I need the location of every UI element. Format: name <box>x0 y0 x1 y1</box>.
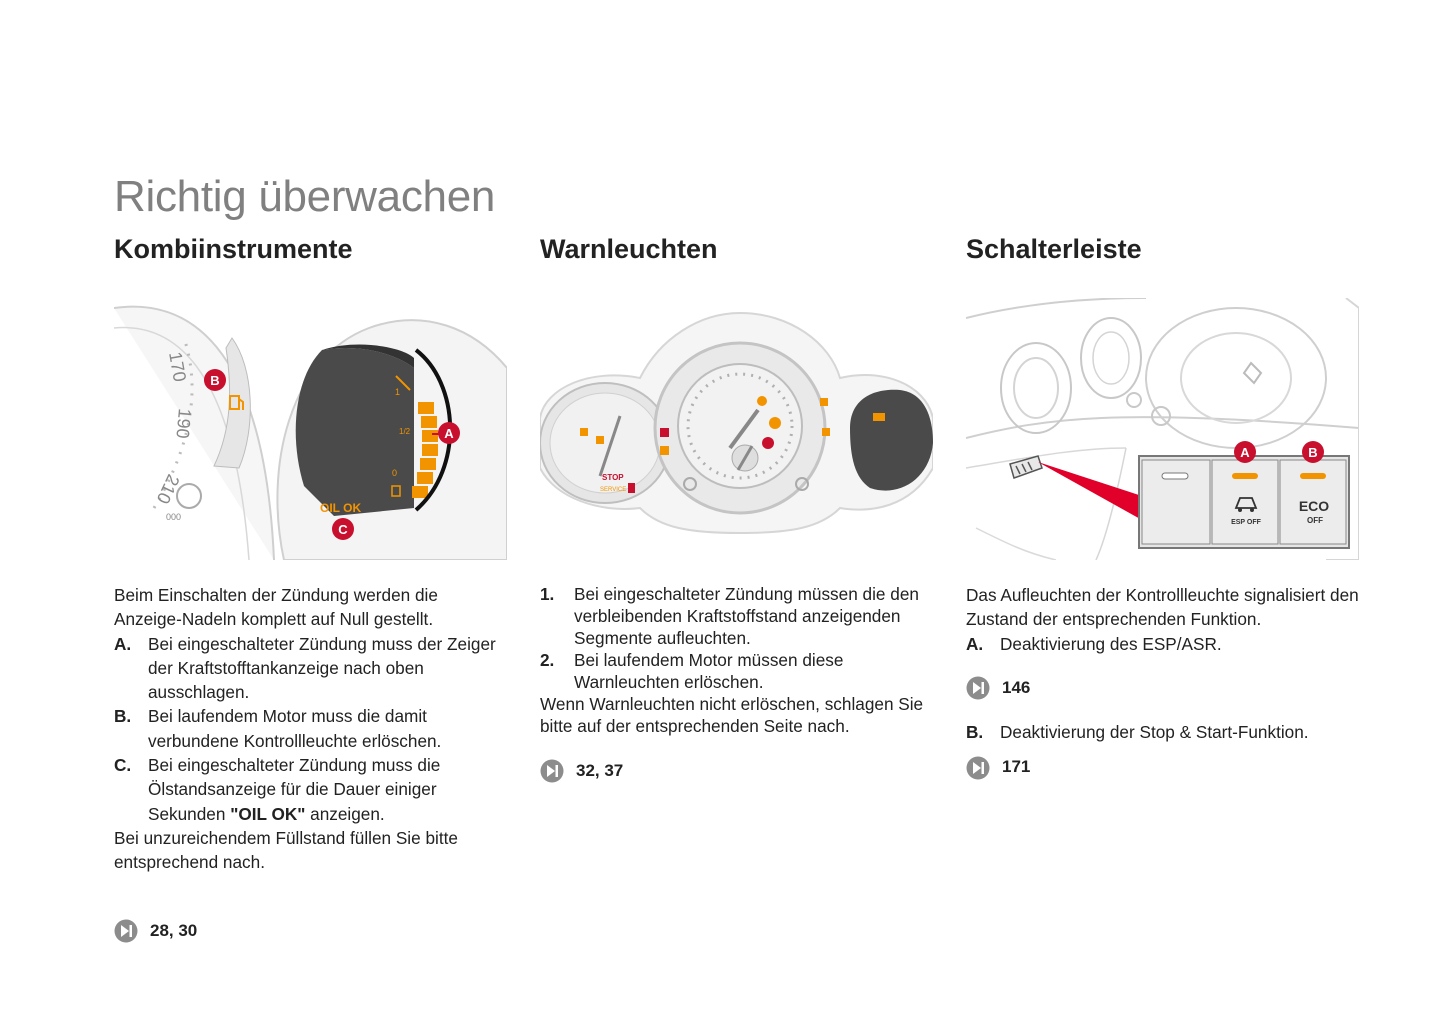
section-schalterleiste <box>966 228 1361 780</box>
page-reference[interactable] <box>966 755 1361 779</box>
svg-text:C: C <box>338 522 348 537</box>
list-item-label: A. <box>114 633 132 654</box>
list-item-label: A. <box>966 633 984 654</box>
list-item <box>540 583 935 649</box>
intro-text: Das Aufleuchten der Kontrollleuchte signalisiert den Zustand der entsprechenden Funktion. <box>966 585 1359 630</box>
list-item <box>966 720 1361 744</box>
callout-b <box>1302 441 1324 463</box>
list-item-label: 2. <box>540 650 555 670</box>
list-item-text: Bei laufendem Motor muss die damit verbundene Kontrollleuchte erlöschen. <box>148 706 442 751</box>
section-kombiinstrumente <box>114 228 509 943</box>
outro-text: Bei unzureichendem Füllstand füllen Sie bitte entsprechend nach. <box>114 827 458 873</box>
list-item-label: C. <box>114 755 132 776</box>
list-item-text <box>148 753 509 826</box>
section-text <box>966 583 1361 780</box>
callout-b <box>204 369 226 391</box>
instrument-cluster <box>540 313 933 533</box>
list-item-text: Bei eingeschalteter Zündung muss der Zeiger der Kraftstofftankanzeige nach oben ausschlagen. <box>148 633 496 703</box>
switch-panel <box>1139 456 1349 548</box>
list-item-label: B. <box>966 722 984 743</box>
list-item <box>114 632 509 705</box>
svg-text:A: A <box>1240 445 1250 460</box>
list-item-label: B. <box>114 706 132 727</box>
fuel-mark-empty: 0 <box>392 468 398 478</box>
speedometer-dial <box>114 307 274 560</box>
section-warnleuchten <box>540 228 935 783</box>
next-page-icon <box>966 756 990 780</box>
next-page-icon <box>114 919 138 943</box>
svg-text:A: A <box>444 426 454 441</box>
list-item-text: Bei laufendem Motor müssen diese Warnleuchten erlöschen. <box>574 650 844 692</box>
callout-a <box>1234 441 1256 463</box>
svg-text:170: 170 <box>165 350 190 384</box>
intro-text: Beim Einschalten der Zündung werden die Anzeige-Nadeln komplett auf Null gestellt. <box>114 585 438 630</box>
page-title: Richtig überwachen <box>114 172 496 221</box>
list-item <box>966 632 1361 656</box>
esp-off-switch <box>1212 460 1278 544</box>
stop-label: STOP <box>602 473 624 482</box>
section-text <box>540 583 935 783</box>
list-item-label: 1. <box>540 584 555 604</box>
page-reference[interactable] <box>540 759 935 783</box>
section-heading: Schalterleiste <box>966 234 1142 264</box>
eco-off-label: OFF <box>1307 516 1323 525</box>
page-reference-text: 171 <box>1002 757 1031 777</box>
fuel-mark-half: 1/2 <box>399 427 411 436</box>
warning-lights-figure <box>540 298 933 560</box>
switch-panel-figure <box>966 298 1359 560</box>
svg-text:B: B <box>210 373 220 388</box>
service-label: SERVICE <box>600 487 627 493</box>
page-reference-text: 28, 30 <box>150 920 198 940</box>
callout-c <box>332 518 354 540</box>
eco-label: ECO <box>1298 498 1330 514</box>
list-item <box>540 649 935 693</box>
next-page-icon <box>966 676 990 700</box>
blank-switch <box>1142 460 1210 544</box>
list-item <box>114 753 509 826</box>
list-item-text: Deaktivierung der Stop & Start-Funktion. <box>1000 722 1309 743</box>
list-item <box>114 704 509 753</box>
list-item-text-before: Bei eingeschalteter Zündung muss die Ölstandsanzeige für die Dauer einiger Sekunden <box>148 755 441 824</box>
page-reference[interactable] <box>966 676 1361 700</box>
section-heading: Kombiinstrumente <box>114 234 353 264</box>
list-item-text: Deaktivierung des ESP/ASR. <box>1000 633 1222 654</box>
outro-text: Wenn Warnleuchten nicht erlöschen, schlagen Sie bitte auf der entsprechenden Seite nach. <box>540 694 924 736</box>
odometer-digits: 000 <box>166 512 182 522</box>
fuel-mark-full: 1 <box>395 387 401 397</box>
oil-ok-label: OIL OK <box>320 501 362 515</box>
page-reference[interactable] <box>114 919 509 943</box>
list-item-text-after: anzeigen. <box>305 803 385 824</box>
page-reference-text: 32, 37 <box>576 761 624 780</box>
esp-off-label: ESP OFF <box>1231 519 1261 526</box>
svg-text:210: 210 <box>152 471 184 507</box>
instrument-cluster-figure <box>114 298 507 560</box>
page-reference-text: 146 <box>1002 677 1031 697</box>
next-page-icon <box>540 759 564 783</box>
section-heading: Warnleuchten <box>540 234 718 264</box>
svg-text:190: 190 <box>172 407 195 440</box>
oil-ok-bold: "OIL OK" <box>230 803 306 824</box>
eco-off-switch <box>1280 460 1346 544</box>
list-item-text: Bei eingeschalteter Zündung müssen die den verbleibenden Kraftstoffstand anzeigenden Segmente aufleuchten. <box>574 584 919 648</box>
section-text <box>114 583 509 943</box>
svg-text:B: B <box>1308 445 1318 460</box>
